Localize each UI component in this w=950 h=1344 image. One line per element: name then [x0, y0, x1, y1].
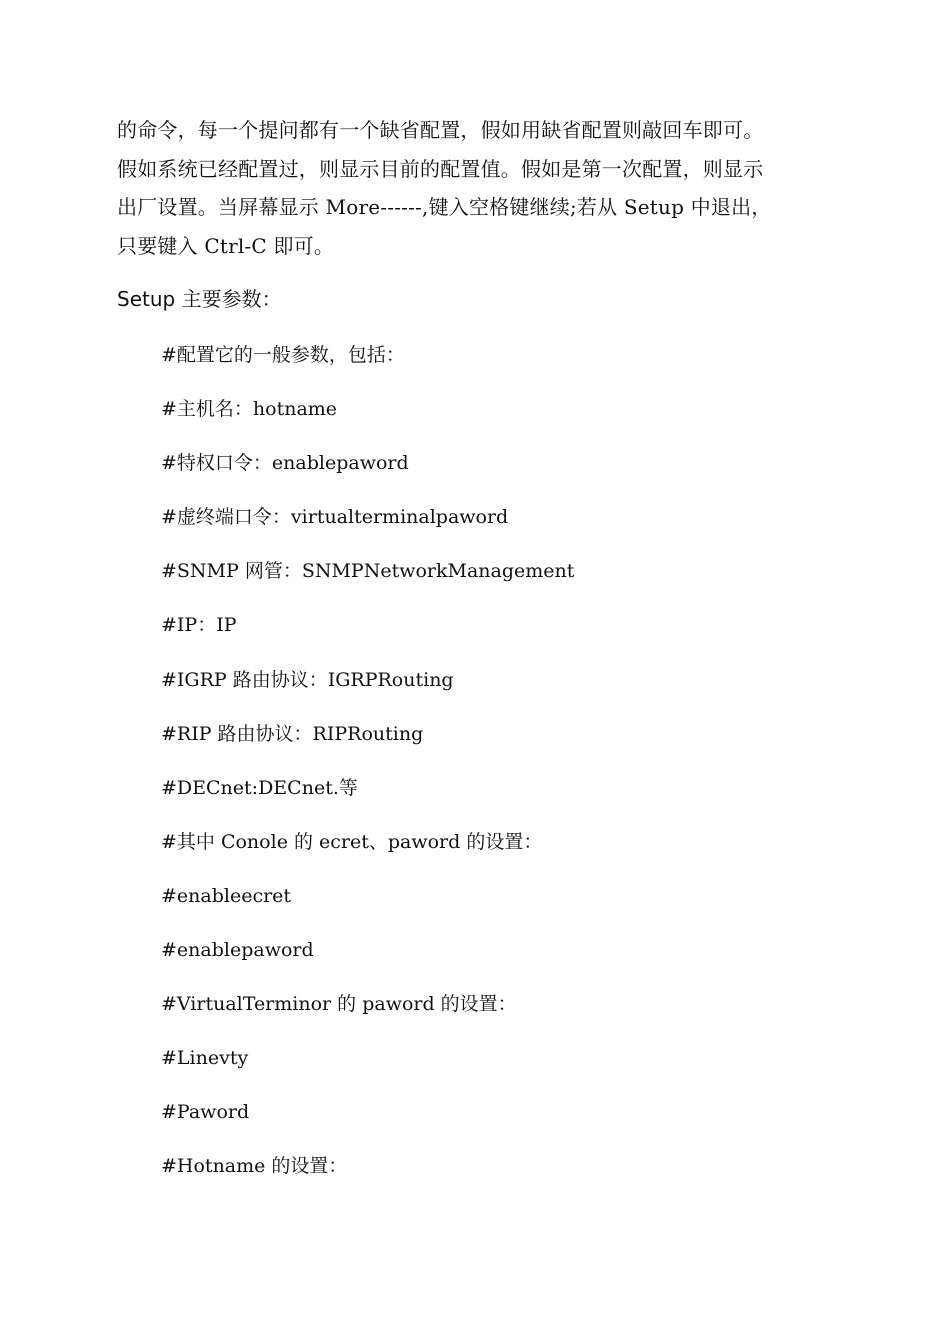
parameter-item: #IP：IP — [161, 614, 237, 637]
parameter-item: #其中 Conole 的 ecret、paword 的设置： — [161, 830, 543, 853]
parameter-item: #虚终端口令：virtualterminalpaword — [161, 506, 509, 529]
parameter-item: #SNMP 网管：SNMPNetworkManagement — [161, 560, 575, 583]
parameter-item: #主机名：hotname — [161, 398, 338, 421]
parameter-item: #RIP 路由协议：RIPRouting — [161, 722, 424, 745]
section-heading: Setup 主要参数： — [117, 287, 282, 311]
parameter-item: #配置它的一般参数，包括： — [161, 344, 405, 366]
intro-line: 假如系统已经配置过，则显示目前的配置值。假如是第一次配置，则显示 — [117, 156, 764, 181]
intro-line: 出厂设置。当屏幕显示 More------,键入空格键继续;若从 Setup 中退出， — [117, 195, 772, 219]
parameter-item: #特权口令：enablepaword — [161, 452, 409, 475]
parameter-item: #VirtualTerminor 的 paword 的设置： — [161, 993, 517, 1016]
parameter-item: #DECnet:DECnet.等 — [161, 776, 358, 799]
parameter-item: #IGRP 路由协议：IGRPRouting — [161, 668, 454, 691]
parameter-item: #enableecret — [161, 884, 292, 907]
intro-line: 只要键入 Ctrl-C 即可。 — [117, 233, 335, 258]
parameter-list — [161, 340, 861, 1206]
parameter-item: #Hotname 的设置： — [161, 1155, 348, 1178]
intro-paragraph — [117, 111, 837, 265]
parameter-item: #Linevty — [161, 1047, 249, 1070]
parameter-item: #Paword — [161, 1101, 250, 1124]
intro-line: 的命令，每一个提问都有一个缺省配置，假如用缺省配置则敲回车即可。 — [117, 118, 764, 142]
parameter-item: #enablepaword — [161, 939, 314, 962]
